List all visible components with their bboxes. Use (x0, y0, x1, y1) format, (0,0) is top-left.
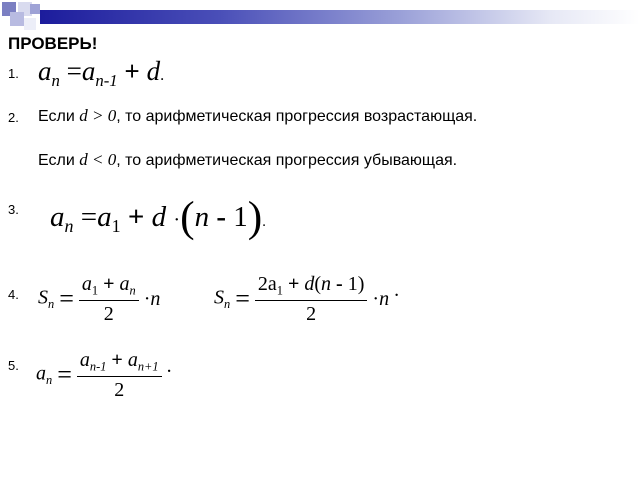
item-number-4: 4. (8, 287, 19, 302)
var-a: a (38, 56, 52, 86)
statement-increasing (38, 106, 477, 126)
page-title: ПРОВЕРЬ! (8, 34, 98, 53)
numerator: $a_1 + a_n$ (79, 274, 139, 301)
statement-prefix: Если (38, 108, 80, 125)
item-number-2: 2. (8, 110, 19, 125)
var-n: n (150, 287, 161, 310)
formula-middle-term (36, 350, 172, 400)
equals-sign: = (80, 200, 98, 233)
header-decoration (0, 0, 640, 36)
denominator: 2 (114, 378, 125, 401)
equals-sign: = (57, 359, 72, 389)
formula-nth-term (50, 193, 266, 241)
right-paren: ) (247, 193, 263, 241)
decor-square (24, 18, 36, 30)
formula-sum-via-difference (214, 274, 399, 324)
minus-sign: - (216, 200, 227, 233)
item-number-3: 3. (8, 202, 19, 217)
subscript-n-minus-1: n-1 (95, 70, 118, 90)
var-n: n (379, 287, 390, 310)
subscript-n: n (224, 296, 231, 311)
subscript-n: n (48, 296, 55, 311)
plus-sign: + (127, 200, 145, 233)
var-d: d (146, 56, 161, 86)
equals-sign: = (66, 56, 82, 86)
fraction (79, 274, 139, 324)
subscript-n: n (51, 70, 60, 90)
fraction (77, 350, 162, 400)
var-S: S (38, 286, 48, 309)
condition-d-positive: d > 0 (79, 106, 117, 125)
var-a: a (81, 56, 96, 86)
subscript-n: n (64, 216, 74, 237)
left-paren: ( (180, 193, 195, 241)
var-a: a (36, 362, 46, 385)
numerator: $a_{n-1} + a_{n+1}$ (77, 350, 162, 377)
denominator: 2 (103, 302, 114, 325)
item-number-1: 1. (8, 66, 19, 81)
statement-suffix: , то арифметическая прогрессия возрастающая. (116, 108, 478, 125)
formula-recursive-term (38, 58, 164, 90)
multiply-dot: · (143, 287, 151, 310)
var-a: a (97, 200, 112, 233)
multiply-dot: · (372, 287, 380, 310)
equals-sign: = (235, 283, 250, 313)
denominator: 2 (306, 302, 317, 325)
decor-square (10, 12, 24, 26)
var-a: a (50, 200, 65, 233)
statement-suffix: , то арифметическая прогрессия убывающая. (116, 152, 458, 169)
numerator: $2a_1 + d(n - 1)$ (255, 274, 368, 301)
var-d: d (151, 200, 167, 233)
decor-square (30, 4, 40, 14)
var-n: n (194, 200, 210, 233)
fraction (255, 274, 368, 324)
period: . (160, 66, 165, 84)
statement-decreasing (38, 150, 457, 170)
item-number-5: 5. (8, 358, 19, 373)
statement-prefix: Если (38, 152, 80, 169)
header-gradient-bar (40, 10, 640, 24)
period: . (262, 213, 266, 230)
subscript-n: n (46, 372, 53, 387)
formula-sum-first-terms (38, 274, 160, 324)
condition-d-negative: d < 0 (79, 150, 117, 169)
subscript-1: 1 (111, 216, 121, 237)
var-S: S (214, 286, 224, 309)
number-one: 1 (233, 200, 248, 233)
period: . (394, 278, 400, 301)
equals-sign: = (59, 283, 74, 313)
plus-sign: + (124, 56, 140, 86)
period: . (166, 354, 172, 377)
multiply-dot: · (173, 208, 181, 231)
